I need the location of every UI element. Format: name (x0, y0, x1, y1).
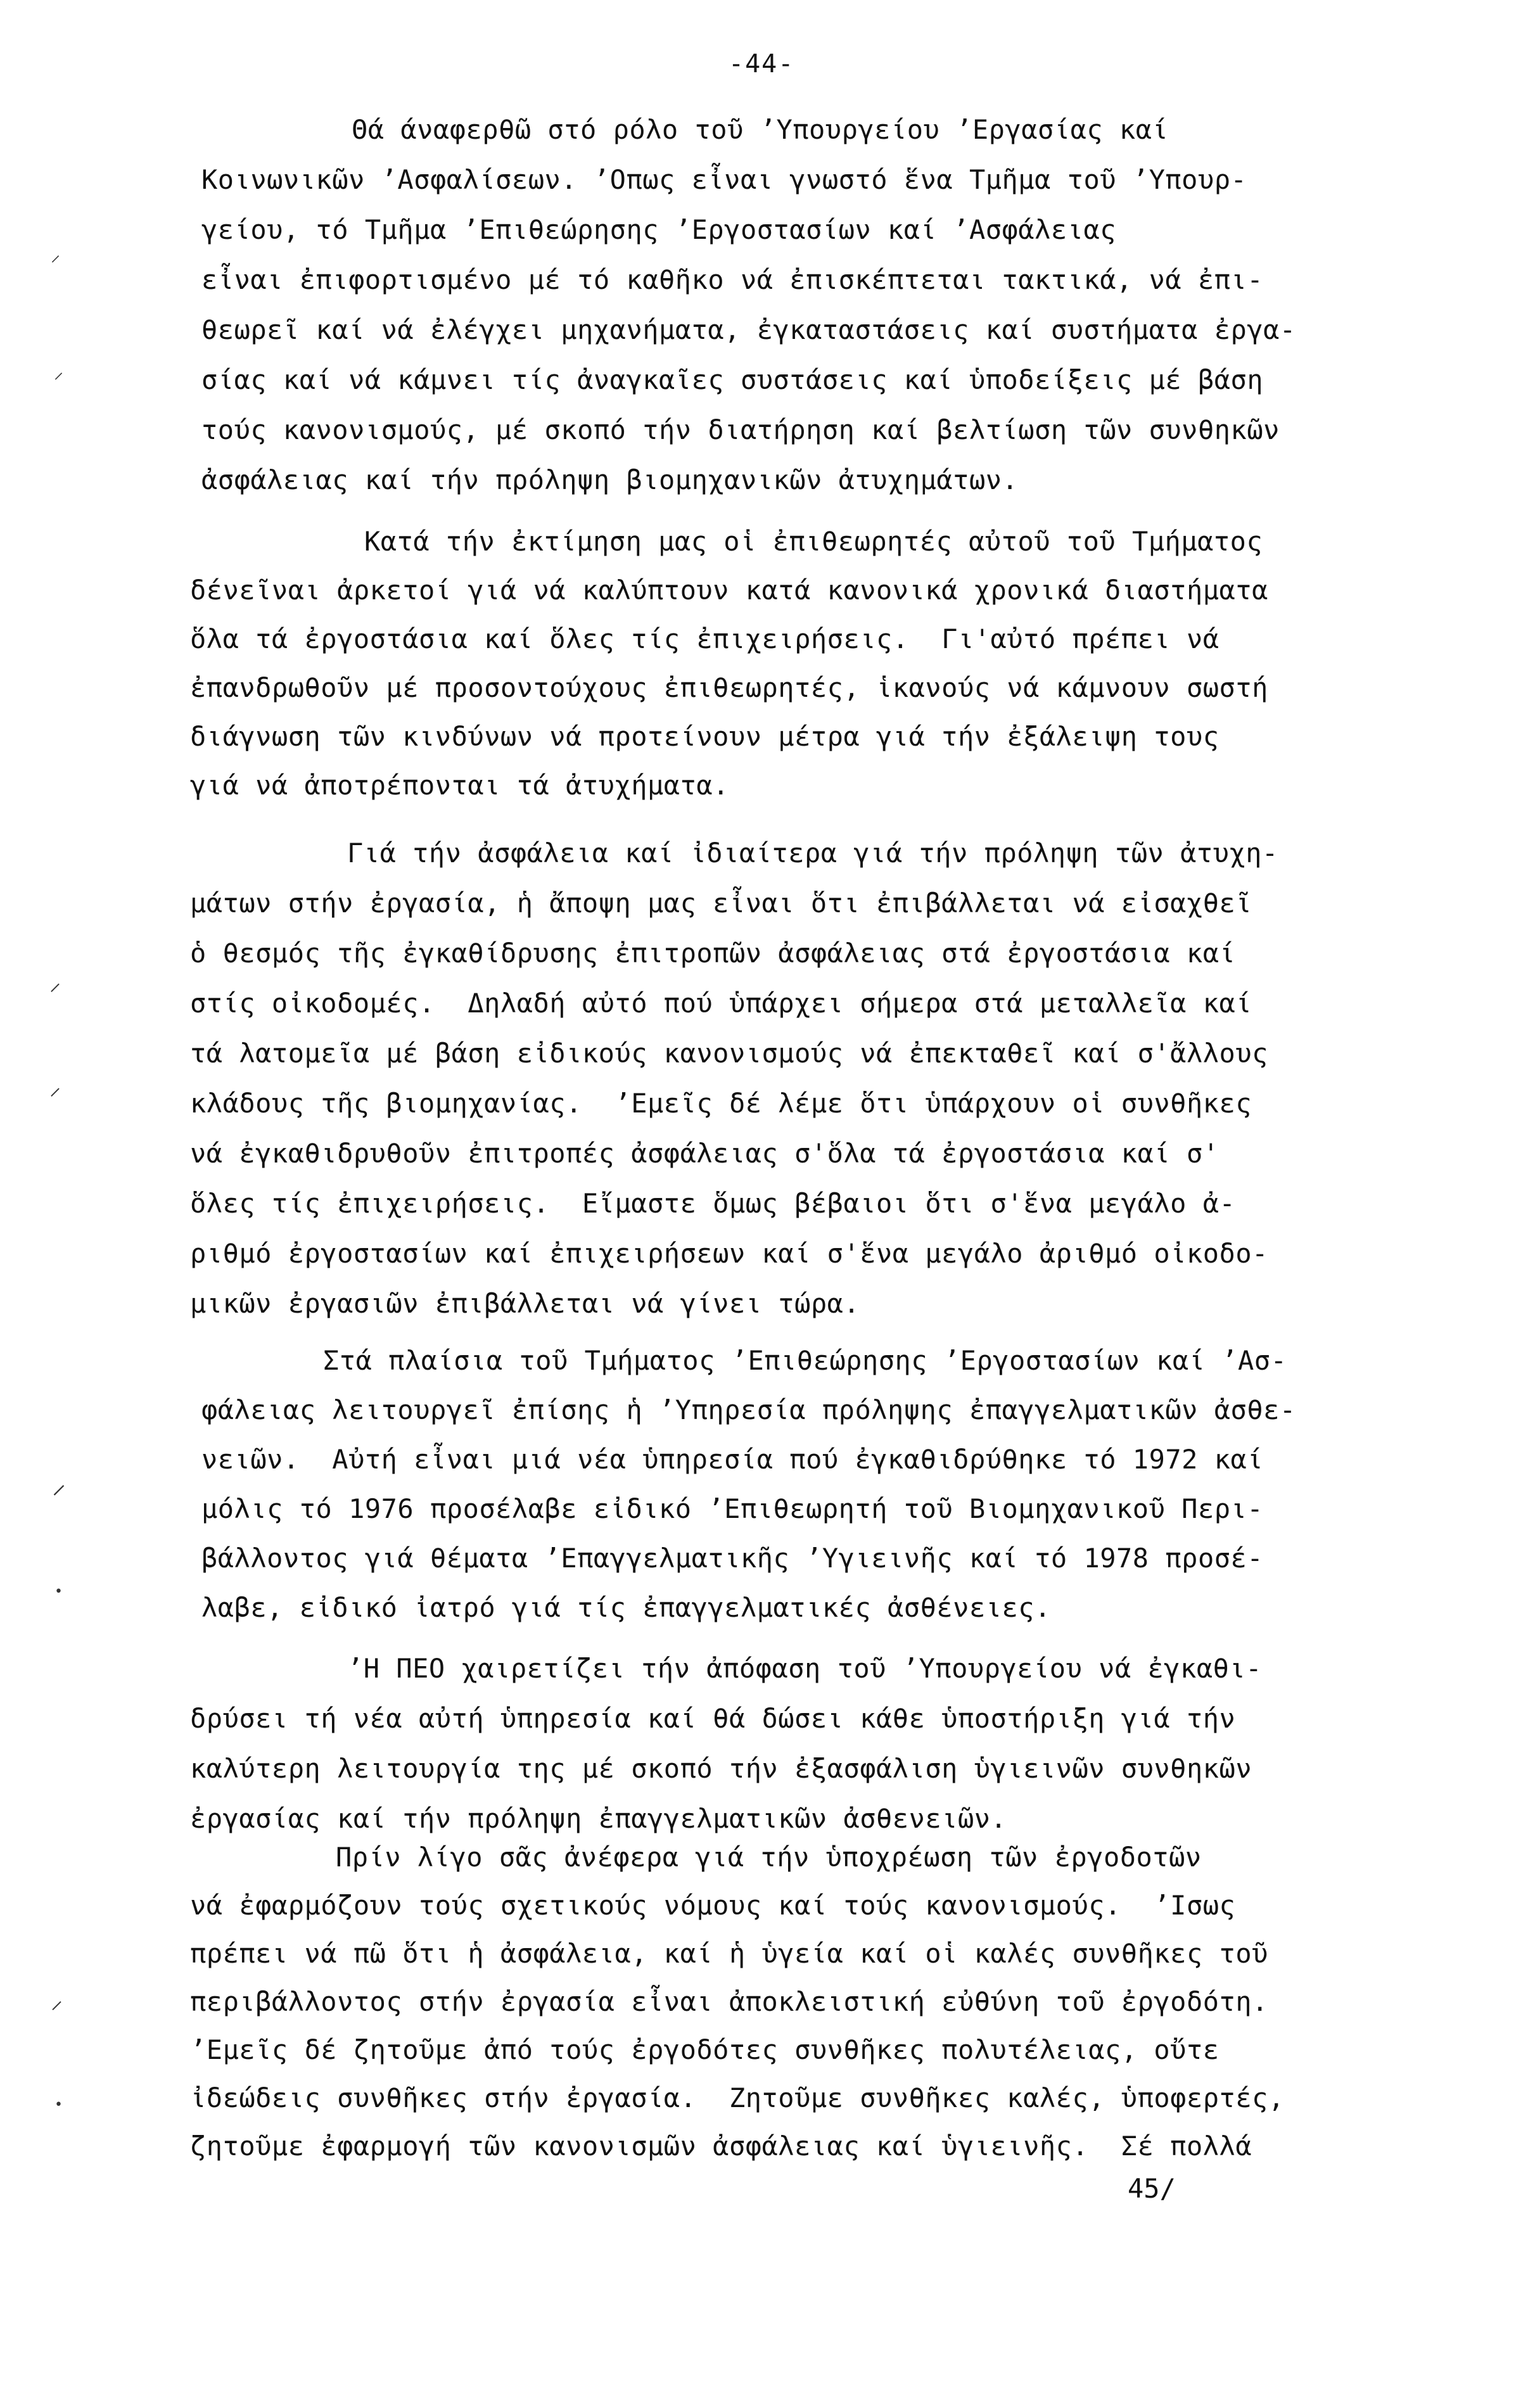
text-line: νά ἐφαρμόζουν τούς σχετικούς νόμους καί τούς κανονισμούς. ʼΙσως (190, 1890, 1236, 1921)
text-line: θεωρεῖ καί νά ἐλέγχει μηχανήματα, ἐγκαταστάσεις καί συστήματα ἐργα- (201, 314, 1296, 345)
text-line: εἶναι ἐπιφορτισμένο μέ τό καθῆκο νά ἐπισκέπτεται τακτικά, νά ἐπι- (201, 264, 1264, 295)
margin-mark: ⸝ (51, 244, 60, 266)
text-line: μάτων στήν ἐργασία, ἡ ἄποψη μας εἶναι ὅτι ἐπιβάλλεται νά εἰσαχθεῖ (190, 888, 1252, 919)
text-line: Πρίν λίγο σᾶς ἀνέφερα γιά τήν ὑποχρέωση τῶν ἐργοδοτῶν (336, 1842, 1202, 1873)
text-line: Κατά τήν ἐκτίμηση μας οἱ ἐπιθεωρητές αὐτοῦ τοῦ Τμήματος (364, 526, 1263, 557)
text-line: πρέπει νά πῶ ὅτι ἡ ἀσφάλεια, καί ἡ ὑγεία καί οἱ καλές συνθῆκες τοῦ (190, 1938, 1268, 1969)
text-line: σίας καί νά κάμνει τίς ἀναγκαῖες συστάσεις καί ὑποδείξεις μέ βάση (201, 364, 1264, 395)
margin-mark: ⸝ (52, 1468, 66, 1500)
text-line: ἐργασίας καί τήν πρόληψη ἐπαγγελματικῶν ἀσθενειῶν. (190, 1803, 1007, 1834)
text-line: ἰδεώδεις συνθῆκες στήν ἐργασία. Ζητοῦμε συνθῆκες καλές, ὑποφερτές, (190, 2082, 1285, 2113)
text-line: λαβε, εἰδικό ἰατρό γιά τίς ἐπαγγελματικές ἀσθένειες. (201, 1592, 1051, 1623)
text-line: γείου, τό Τμῆμα ʼΕπιθεώρησης ʼΕργοστασίων καί ʼΑσφάλειας (201, 214, 1117, 245)
text-line: τά λατομεῖα μέ βάση εἰδικούς κανονισμούς νά ἐπεκταθεῖ καί σ'ἄλλους (190, 1038, 1268, 1069)
text-line: ὅλα τά ἐργοστάσια καί ὅλες τίς ἐπιχειρήσεις. Γι'αὐτό πρέπει νά (190, 623, 1219, 654)
text-line: Γιά τήν ἀσφάλεια καί ἰδιαίτερα γιά τήν πρόληψη τῶν ἀτυχη- (347, 838, 1278, 869)
text-line: ὅλες τίς ἐπιχειρήσεις. Εἴμαστε ὅμως βέβαιοι ὅτι σ'ἕνα μεγάλο ἀ- (190, 1188, 1236, 1219)
text-line: ἐπανδρωθοῦν μέ προσοντούχους ἐπιθεωρητές, ἱκανούς νά κάμνουν σωστή (190, 672, 1268, 703)
margin-mark: • (54, 1584, 63, 1600)
text-line: ʼΕμεῖς δέ ζητοῦμε ἀπό τούς ἐργοδότες συνθῆκες πολυτέλειας, οὔτε (190, 2034, 1219, 2065)
text-line: μόλις τό 1976 προσέλαβε εἰδικό ʼΕπιθεωρητή τοῦ Βιομηχανικοῦ Περι- (201, 1493, 1264, 1524)
continuation-marker: 45/ (1128, 2173, 1176, 2204)
text-line: μικῶν ἐργασιῶν ἐπιβάλλεται νά γίνει τώρα. (190, 1288, 860, 1319)
margin-mark: ⸝ (54, 361, 63, 383)
text-line: Κοινωνικῶν ʼΑσφαλίσεων. ʼΟπως εἶναι γνωστό ἕνα Τμῆμα τοῦ ʼΥπουρ- (201, 164, 1247, 195)
text-line: στίς οἰκοδομές. Δηλαδή αὐτό πού ὑπάρχει σήμερα στά μεταλλεῖα καί (190, 988, 1252, 1019)
page-number: -44- (729, 49, 795, 79)
text-line: φάλειας λειτουργεῖ ἐπίσης ἡ ʼΥπηρεσία πρόληψης ἐπαγγελματικῶν ἀσθε- (201, 1394, 1296, 1425)
margin-mark: ⸝ (49, 1074, 61, 1100)
text-line: διάγνωση τῶν κινδύνων νά προτείνουν μέτρα γιά τήν ἐξάλειψη τους (190, 721, 1219, 752)
text-line: δένεῖναι ἀρκετοί γιά νά καλύπτουν κατά κανονικά χρονικά διαστήματα (190, 575, 1268, 606)
text-line: ζητοῦμε ἐφαρμογή τῶν κανονισμῶν ἀσφάλειας καί ὑγιεινῆς. Σέ πολλά (190, 2131, 1252, 2162)
text-line: περιβάλλοντος στήν ἐργασία εἶναι ἀποκλειστική εὐθύνη τοῦ ἐργοδότη. (190, 1986, 1268, 2017)
text-line: ἀσφάλειας καί τήν πρόληψη βιομηχανικῶν ἀτυχημάτων. (201, 464, 1019, 495)
text-line: δρύσει τή νέα αὐτή ὑπηρεσία καί θά δώσει κάθε ὑποστήριξη γιά τήν (190, 1703, 1236, 1734)
text-line: Θά άναφερθῶ στό ρόλο τοῦ ʼΥπουργείου ʼΕργασίας καί (352, 114, 1169, 145)
text-line: Στά πλαίσια τοῦ Τμήματος ʼΕπιθεώρησης ʼΕργοστασίων καί ʼΑσ- (323, 1345, 1287, 1376)
text-line: τούς κανονισμούς, μέ σκοπό τήν διατήρηση καί βελτίωση τῶν συνθηκῶν (201, 414, 1280, 445)
text-line: ʼΗ ΠΕΟ χαιρετίζει τήν ἀπόφαση τοῦ ʼΥπουργείου νά ἐγκαθι- (347, 1653, 1263, 1684)
text-line: νά ἐγκαθιδρυθοῦν ἐπιτροπές ἀσφάλειας σ'ὅλα τά ἐργοστάσια καί σ' (190, 1138, 1219, 1169)
text-line: καλύτερη λειτουργία της μέ σκοπό τήν ἐξασφάλιση ὑγιεινῶν συνθηκῶν (190, 1753, 1252, 1784)
text-line: γιά νά ἀποτρέπονται τά ἀτυχήματα. (190, 770, 729, 801)
margin-mark: • (54, 2097, 63, 2113)
text-line: νειῶν. Αὐτή εἶναι μιά νέα ὑπηρεσία πού ἐγκαθιδρύθηκε τό 1972 καί (201, 1444, 1264, 1475)
margin-mark: ⸝ (51, 1986, 63, 2014)
text-line: κλάδους τῆς βιομηχανίας. ʼΕμεῖς δέ λέμε ὅτι ὑπάρχουν οἱ συνθῆκες (190, 1088, 1252, 1119)
text-line: βάλλοντος γιά θέματα ʼΕπαγγελματικῆς ʼΥγιεινῆς καί τό 1978 προσέ- (201, 1543, 1264, 1574)
margin-mark: ⸝ (49, 970, 61, 996)
text-line: ριθμό ἐργοστασίων καί ἐπιχειρήσεων καί σ'ἕνα μεγάλο ἀριθμό οἰκοδο- (190, 1238, 1268, 1269)
text-line: ὁ θεσμός τῆς ἐγκαθίδρυσης ἐπιτροπῶν ἀσφάλειας στά ἐργοστάσια καί (190, 938, 1236, 969)
